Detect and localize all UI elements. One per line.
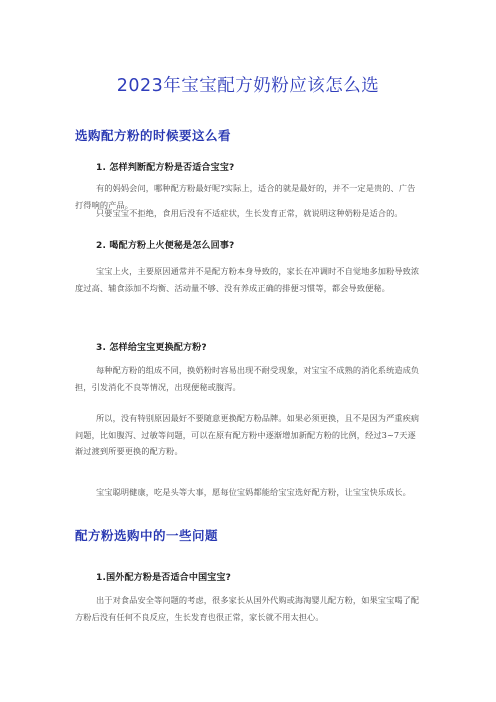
section-heading-2: 配方粉选购中的一些问题 [75,528,219,543]
paragraph: 宝宝上火，主要原因通常并不是配方粉本身导致的，家长在冲调时不自觉地多加粉导致浓度过高、辅食添加不均衡、活动量不够、没有养成正确的排便习惯等，都会导致便秘。 [75,266,420,293]
paragraph: 有的妈妈会问，哪种配方粉最好呢?实际上，适合的就是最好的，并不一定是贵的、广告打得响的产品。 [75,183,416,210]
paragraph: 宝宝聪明健康，吃是头等大事，愿每位宝妈都能给宝宝选好配方粉，让宝宝快乐成长。 [96,487,411,497]
page-title: 2023年宝宝配方奶粉应该怎么选 [116,76,380,96]
paragraph: 只要宝宝不拒绝，食用后没有不适症状，生长发育正常，就说明这种奶粉是适合的。 [96,208,403,218]
section-heading-1: 选购配方粉的时候要这么看 [75,128,232,143]
question-4: 1.国外配方粉是否适合中国宝宝? [96,573,232,583]
paragraph: 所以，没有特别原因最好不要随意更换配方粉品牌。如果必须更换，且不是因为严重疾病问题，比如腹泻、过敏等问题，可以在原有配方粉中逐渐增加新配方粉的比例，经过3~7天逐渐过渡到所要更换的配方粉。 [75,413,420,456]
question-2: 2. 喝配方粉上火便秘是怎么回事? [96,241,235,251]
paragraph: 出于对食品安全等问题的考虑，很多家长从国外代购或海淘婴儿配方粉，如果宝宝喝了配方粉后没有任何不良反应，生长发育也很正常，家长就不用太担心。 [75,595,420,622]
question-3: 3. 怎样给宝宝更换配方粉? [96,343,207,353]
question-1: 1. 怎样判断配方粉是否适合宝宝? [96,163,235,173]
paragraph: 每种配方粉的组成不同，换奶粉时容易出现不耐受现象，对宝宝不成熟的消化系统造成负担，引发消化不良等情况，出现便秘或腹泻。 [75,365,420,392]
